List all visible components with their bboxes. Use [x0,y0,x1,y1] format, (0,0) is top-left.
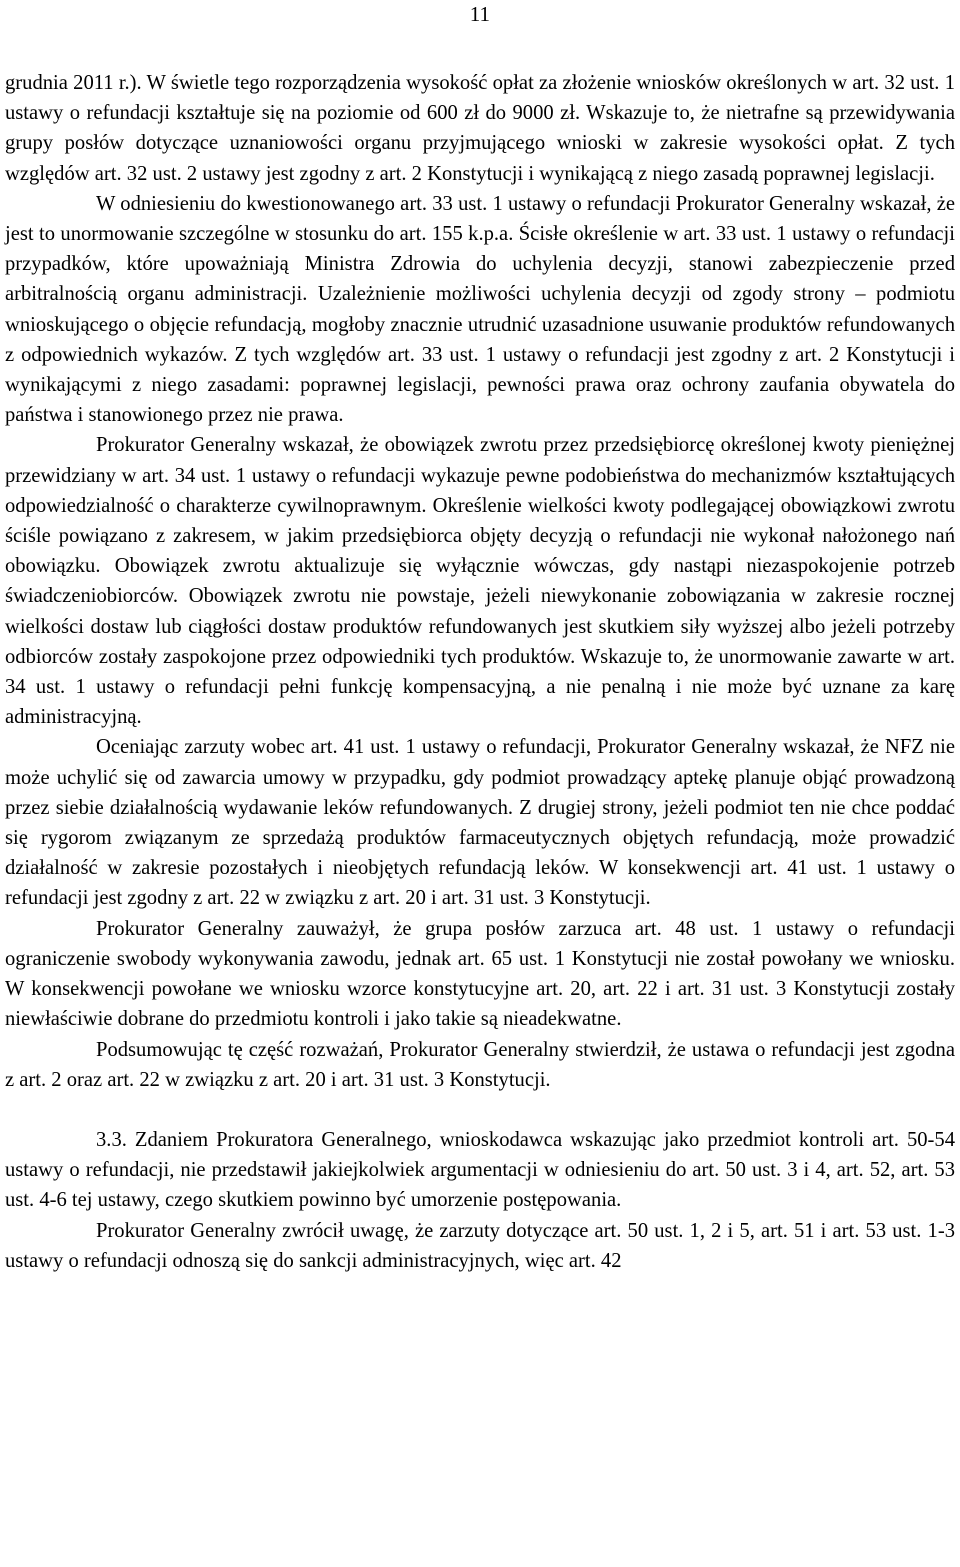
paragraph: Oceniając zarzuty wobec art. 41 ust. 1 ustawy o refundacji, Prokurator Generalny wskazał, że NFZ nie może uchylić się od zawarcia umowy w przypadku, gdy podmiot prowadzący aptekę planuje objąć prowadzoną przez siebie działalnością wydawanie leków refundowanych. Z drugiej strony, jeżeli podmiot ten nie chce poddać się rygorom związanym ze sprzedażą produktów farmaceutycznych objętych refundacją, może prowadzić działalność w zakresie pozostałych i nieobjętych refundacją leków. W konsekwencji art. 41 ust. 1 ustawy o refundacji jest zgodny z art. 22 w związku z art. 20 i art. 31 ust. 3 Konstytucji. [5,736,955,910]
page-number: 11 [469,2,490,26]
document-body [5,68,955,1276]
paragraph: grudnia 2011 r.). W świetle tego rozporządzenia wysokość opłat za złożenie wniosków określonych w art. 32 ust. 1 ustawy o refundacji kształtuje się na poziomie od 600 zł do 9000 zł. Wskazuje to, że nietrafne są przewidywania grupy posłów dotyczące uznaniowości organu przyjmującego wnioski w zakresie wysokości opłat. Z tych względów art. 32 ust. 2 ustawy jest zgodny z art. 2 Konstytucji i wynikającą z niego zasadą poprawnej legislacji. [5,72,955,185]
paragraph: Prokurator Generalny wskazał, że obowiązek zwrotu przez przedsiębiorcę określonej kwoty pieniężnej przewidziany w art. 34 ust. 1 ustawy o refundacji wykazuje pewne podobieństwa do mechanizmów kształtujących odpowiedzialność o charakterze cywilnoprawnym. Określenie wielkości kwoty podlegającej obowiązkowi zwrotu ściśle powiązano z zakresem, w jakim przedsiębiorca objęty decyzją o refundacji nie wykonał nałożonego nań obowiązku. Obowiązek zwrotu aktualizuje się wyłącznie wówczas, gdy nastąpi niezaspokojenie potrzeb świadczeniobiorców. Obowiązek zwrotu nie powstaje, jeżeli niewykonanie zobowiązania w zakresie rocznej wielkości dostaw lub ciągłości dostaw produktów refundowanych jest skutkiem siły wyższej albo jeżeli potrzeby odbiorców zostały zaspokojone przez odpowiedniki tych produktów. Wskazuje to, że unormowanie zawarte w art. 34 ust. 1 ustawy o refundacji pełni funkcję kompensacyjną, a nie penalną i nie może być uznane za karę administracyjną. [5,434,955,729]
paragraph: Podsumowując tę część rozważań, Prokurator Generalny stwierdził, że ustawa o refundacji jest zgodna z art. 2 oraz art. 22 w związku z art. 20 i art. 31 ust. 3 Konstytucji. [5,1038,955,1091]
section-paragraph: 3.3. Zdaniem Prokuratora Generalnego, wnioskodawca wskazując jako przedmiot kontroli art. 50-54 ustawy o refundacji, nie przedstawił jakiejkolwiek argumentacji w odniesieniu do art. 50 ust. 3 i 4, art. 52, art. 53 ust. 4-6 tej ustawy, czego skutkiem powinno być umorzenie postępowania. [5,1128,955,1212]
paragraph: Prokurator Generalny zwrócił uwagę, że zarzuty dotyczące art. 50 ust. 1, 2 i 5, art. 51 i art. 53 ust. 1-3 ustawy o refundacji odnoszą się do sankcji administracyjnych, więc art. 42 [5,1219,955,1272]
paragraph: W odniesieniu do kwestionowanego art. 33 ust. 1 ustawy o refundacji Prokurator Generalny wskazał, że jest to unormowanie szczególne w stosunku do art. 155 k.p.a. Ścisłe określenie w art. 33 ust. 1 ustawy o refundacji przypadków, które upoważniają Ministra Zdrowia do uchylenia decyzji, stanowi zabezpieczenie przed arbitralnością organu administracji. Uzależnienie możliwości uchylenia decyzji od zgody strony – podmiotu wnioskującego o objęcie refundacją, mogłoby znacznie utrudnić uzasadnione usuwanie produktów refundowanych z odpowiednich wykazów. Z tych względów art. 33 ust. 1 ustawy o refundacji jest zgodny z art. 2 Konstytucji i wynikającymi z niego zasadami: poprawnej legislacji, pewności prawa oraz ochrony zaufania obywatela do państwa i stanowionego przez nie prawa. [5,192,955,427]
paragraph: Prokurator Generalny zauważył, że grupa posłów zarzuca art. 48 ust. 1 ustawy o refundacji ograniczenie swobody wykonywania zawodu, jednak art. 65 ust. 1 Konstytucji nie został powołany we wniosku. W konsekwencji powołane we wniosku wzorce konstytucyjne art. 20, art. 22 i art. 31 ust. 3 Konstytucji zostały niewłaściwie dobrane do przedmiotu kontroli i jako takie są nieadekwatne. [5,917,955,1031]
